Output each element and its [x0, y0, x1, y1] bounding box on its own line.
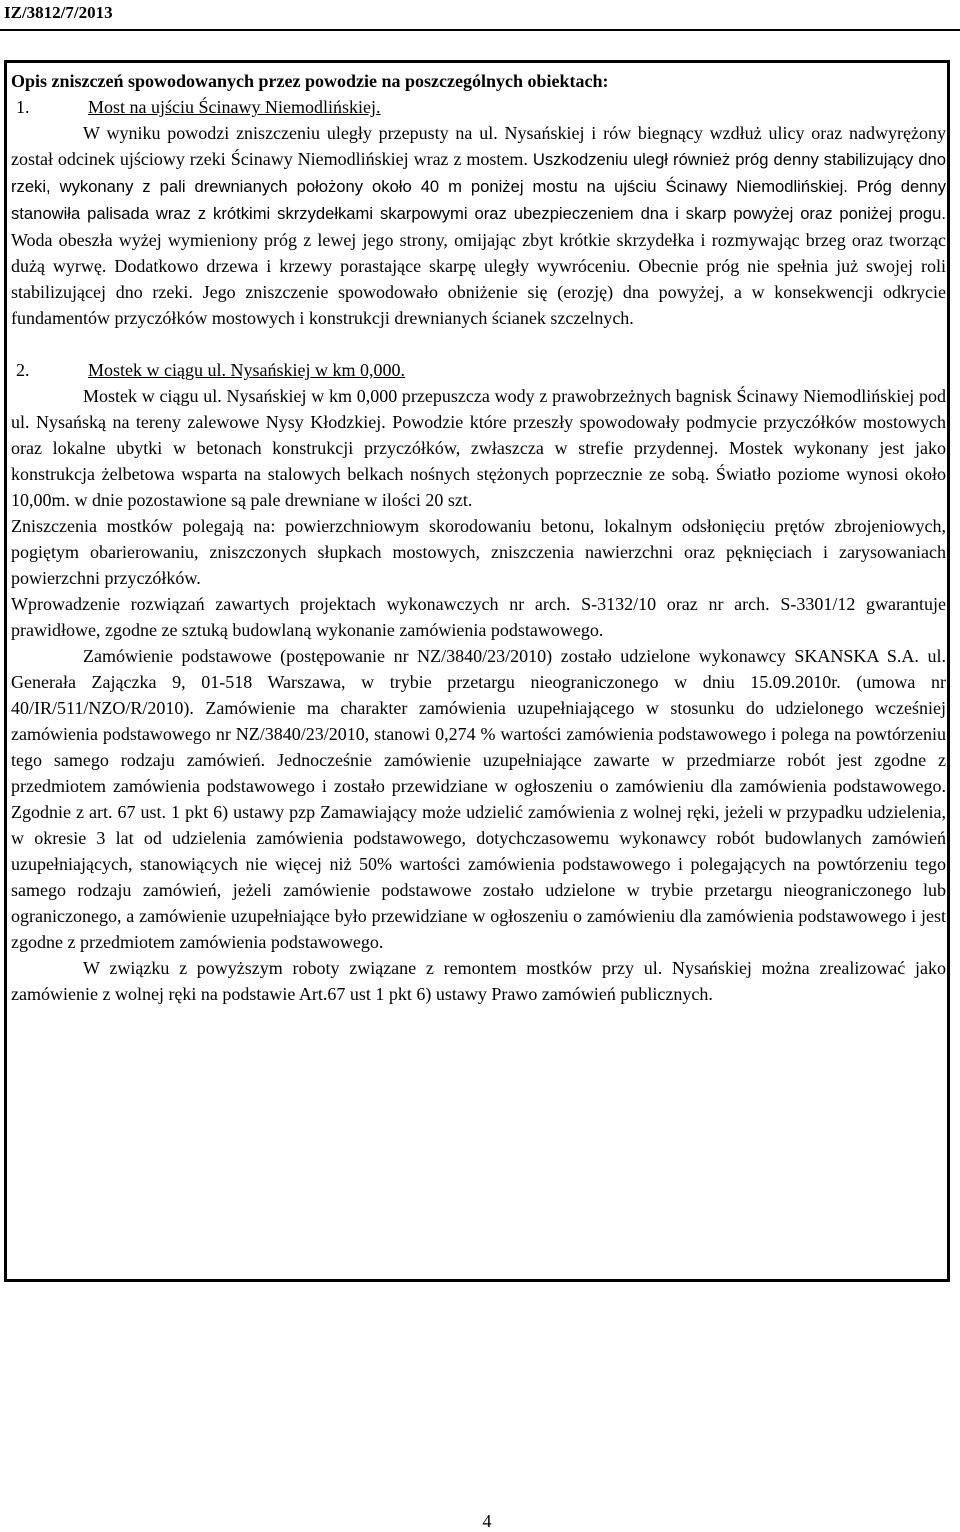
item-1-number: 1. [16, 97, 30, 117]
item-1-title: Most na ujściu Ścinawy Niemodlińskiej. [88, 97, 381, 117]
item-1-text-d: Woda obeszła wyżej wymieniony próg z lewej jego strony, omijając zbyt krótkie skrzydełka i rozmywając brzeg oraz tworząc dużą wyrwę. Dodatkowo drzewa i krzewy porastające skarpę uległy wywróceniu. Obecnie próg nie spełnia już swojej roli stabilizującej dno rzeki. Jego zniszczenie spowodowało obniżenie się (erozję) dna powyżej, a w konsekwencji odkrycie fundamentów przyczółków mostowych i konstrukcji drewnianych ścianek szczelnych. [11, 230, 946, 328]
item-2-paragraph-2: Zniszczenia mostków polegają na: powierzchniowym skorodowaniu betonu, lokalnym odsłonięciu prętów zbrojeniowych, pogiętym obarierowaniu, zniszczonych słupkach mostowych, zniszczenia nawierzchni oraz pęknięciach i zarysowaniach powierzchni przyczółków. [11, 516, 946, 588]
contract-paragraph: Zamówienie podstawowe (postępowanie nr NZ/3840/23/2010) zostało udzielone wykonawcy SKANSKA S.A. ul. Generała Zajączka 9, 01-518 Warszawa, w trybie przetargu nieograniczonego w dniu 15.09.2010r. (umowa nr 40/IR/511/NZO/R/2010). Zamówienie ma charakter zamówienia uzupełniającego w stosunku do udzielonego wcześniej zamówienia podstawowego nr NZ/3840/23/2010, stanowi 0,274 % wartości zamówienia podstawowego i polega na powtórzeniu tego samego rodzaju zamówień. Jednocześnie zamówienie uzupełniające zawarte w przedmiarze robót jest zgodne z przedmiotem zamówienia podstawowego i zostało przewidziane w ogłoszeniu o zamówieniu dla zamówienia podstawowego. Zgodnie z art. 67 ust. 1 pkt 6) ustawy pzp Zamawiający może udzielić zamówienia z wolnej ręki, jeżeli w przypadku udzielenia, w okresie 3 lat od udzielenia zamówienia podstawowego, dotychczasowemu wykonawcy robót budowlanych zamówień uzupełniających, stanowiących nie więcej niż 50% wartości zamówienia podstawowego i polegających na powtórzeniu tego samego rodzaju zamówień, jeżeli zamówienie podstawowe zostało udzielone w trybie przetargu nieograniczonego lub ograniczonego, a zamówienie uzupełniające było przewidziane w ogłoszeniu o zamówieniu dla zamówienia podstawowego i jest zgodne z przedmiotem zamówienia podstawowego. [11, 646, 946, 952]
item-1-paragraph [11, 120, 946, 331]
header-divider [0, 29, 960, 31]
item-1-header [11, 94, 946, 120]
spacer [11, 331, 946, 357]
item-1-text-a: W wyniku powodzi zniszczeniu uległy przepusty na ul. Nysańskiej i rów biegnący wzdłuż ulicy oraz nadwyrężony został odcinek ujściowy rzeki Ścinawy Niemodlińskiej wraz z mostem. [11, 123, 946, 169]
item-2-number: 2. [16, 360, 30, 380]
item-2-paragraph-3: Wprowadzenie rozwiązań zawartych projektach wykonawczych nr arch. S-3132/10 oraz nr arch. S-3301/12 gwarantuje prawidłowe, zgodne ze sztuką budowlaną wykonanie zamówienia podstawowego. [11, 594, 946, 640]
document-id: IZ/3812/7/2013 [4, 3, 113, 22]
conclusion-paragraph: W związku z powyższym roboty związane z remontem mostków przy ul. Nysańskiej można zrealizować jako zamówienie z wolnej ręki na podstawie Art.67 ust 1 pkt 6) ustawy Prawo zamówień publicznych. [11, 958, 946, 1004]
item-1-text-b: Uszkodzeniu uległ również próg denny stabilizujący dno rzeki, wykonany z pali drewnianych położony około 40 m poniżej mostu na ujściu Ścinawy Niemodlińskiej. [11, 150, 947, 196]
section-heading: Opis zniszczeń spowodowanych przez powodzie na poszczególnych obiektach: [11, 71, 609, 91]
item-2-title: Mostek w ciągu ul. Nysańskiej w km 0,000. [88, 360, 405, 380]
content-body [11, 68, 946, 1007]
item-2-header [11, 357, 946, 383]
item-2-paragraph-1: Mostek w ciągu ul. Nysańskiej w km 0,000 przepuszcza wody z prawobrzeżnych bagnisk Ścinawy Niemodlińskiej pod ul. Nysańską na tereny zalewowe Nysy Kłodzkiej. Powodzie które przeszły spowodowały podmycie przyczółków mostowych oraz lokalne ubytki w betonach konstrukcji przyczółków, zwłaszcza w strefie przydennej. Mostek wykonany jest jako konstrukcja żelbetowa wsparta na stalowych belkach nośnych stężonych poprzecznie ze sobą. Światło poziome wynosi około 10,00m. w dnie pozostawione są pale drewniane w ilości 20 szt. [11, 386, 946, 510]
item-1-text-c: Próg denny stanowiła palisada wraz z krótkimi skrzydełkami skarpowymi oraz ubezpieczeniem dna i skarp powyżej oraz poniżej progu. [11, 177, 947, 223]
page-number: 4 [482, 1511, 492, 1531]
